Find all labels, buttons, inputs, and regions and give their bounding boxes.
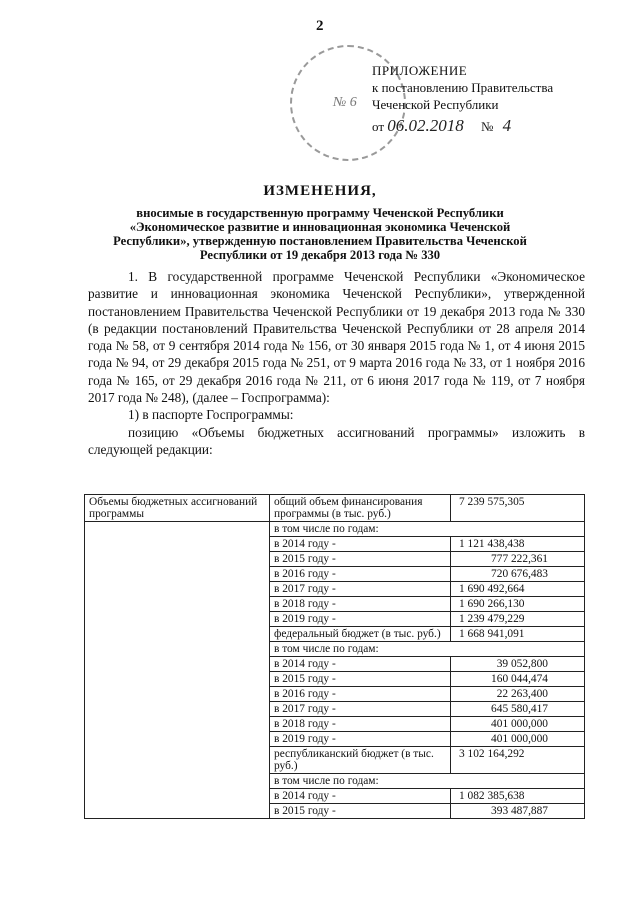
page-number: 2 [316,18,324,34]
year-value: 1 239 479,229 [451,612,585,627]
year-value: 401 000,000 [451,732,585,747]
year-label: в 2014 году - [270,537,451,552]
budget-table [84,494,585,819]
paragraph-1: 1. В государственной программе Чеченской Республики «Экономическое развитие и инновационная экономика Чеченской Республики», утвержденной постановлением Правительства Чеченской Республики от 19 декабря 2013 года № 330 (в редакции постановлений Правительства Чеченской Республики от 28 апреля 2014 года № 58, от 9 сентября 2014 года № 156, от 30 января 2015 года № 1, от 4 июня 2015 года № 94, от 29 декабря 2015 года № 251, от 9 марта 2016 года № 33, от 1 ноября 2016 года № 165, от 29 декабря 2016 года № 211, от 6 июня 2017 года № 119, от 7 ноября 2017 года № 248), (далее – Госпрограмма): [88,269,585,406]
year-label: в 2015 году - [270,552,451,567]
table-row [85,522,585,537]
year-value: 39 052,800 [451,657,585,672]
approval-number: 4 [502,116,512,135]
year-value: 1 690 492,664 [451,582,585,597]
year-value: 22 263,400 [451,687,585,702]
approval-date: 06.02.2018 [387,116,464,135]
year-value: 160 044,474 [451,672,585,687]
year-label: в 2018 году - [270,717,451,732]
total-value: 7 239 575,305 [451,495,585,522]
republic-label: республиканский бюджет (в тыс. руб.) [270,747,451,774]
heading-title: ИЗМЕНЕНИЯ, [263,183,377,199]
approval-block [372,62,553,135]
year-label: в 2017 году - [270,582,451,597]
year-value: 777 222,361 [451,552,585,567]
year-label: в 2017 году - [270,702,451,717]
document-body [88,268,585,458]
year-label: в 2016 году - [270,687,451,702]
by-years-label: в том числе по годам: [270,642,585,657]
approval-title: ПРИЛОЖЕНИЕ [372,63,468,78]
col1-header: Объемы бюджетных ассигнований программы [85,495,270,522]
paragraph-2: 1) в паспорте Госпрограммы: [128,407,294,423]
by-years-label: в том числе по годам: [270,774,585,789]
by-years-label: в том числе по годам: [270,522,585,537]
year-value: 720 676,483 [451,567,585,582]
stamp-number: № 6 [333,95,357,110]
approval-line-2: Чеченской Республики [372,97,499,112]
federal-label: федеральный бюджет (в тыс. руб.) [270,627,451,642]
document-heading [100,183,540,262]
year-value: 401 000,000 [451,717,585,732]
republic-value: 3 102 164,292 [451,747,585,774]
date-prefix: от [372,119,385,134]
year-label: в 2014 году - [270,657,451,672]
year-label: в 2015 году - [270,672,451,687]
year-label: в 2016 году - [270,567,451,582]
empty-cell [85,522,270,819]
heading-subtitle: вносимые в государственную программу Чеченской Республики «Экономическое развитие и инновационная экономика Чеченской Республики», утвержденную постановлением Правительства Чеченской Республики от 19 декабря 2013 года № 330 [113,206,527,262]
approval-date-line [372,117,553,135]
year-label: в 2019 году - [270,732,451,747]
year-value: 645 580,417 [451,702,585,717]
year-value: 1 121 438,438 [451,537,585,552]
approval-line-1: к постановлению Правительства [372,80,554,95]
year-value: 1 082 385,638 [451,789,585,804]
year-label: в 2018 году - [270,597,451,612]
table-row [85,495,585,522]
year-value: 1 690 266,130 [451,597,585,612]
year-label: в 2014 году - [270,789,451,804]
paragraph-3: позицию «Объемы бюджетных ассигнований программы» изложить в следующей редакции: [88,424,585,457]
year-label: в 2015 году - [270,804,451,819]
total-label: общий объем финансирования программы (в тыс. руб.) [270,495,451,522]
year-value: 393 487,887 [451,804,585,819]
federal-value: 1 668 941,091 [451,627,585,642]
number-prefix: № [481,119,494,134]
year-label: в 2019 году - [270,612,451,627]
